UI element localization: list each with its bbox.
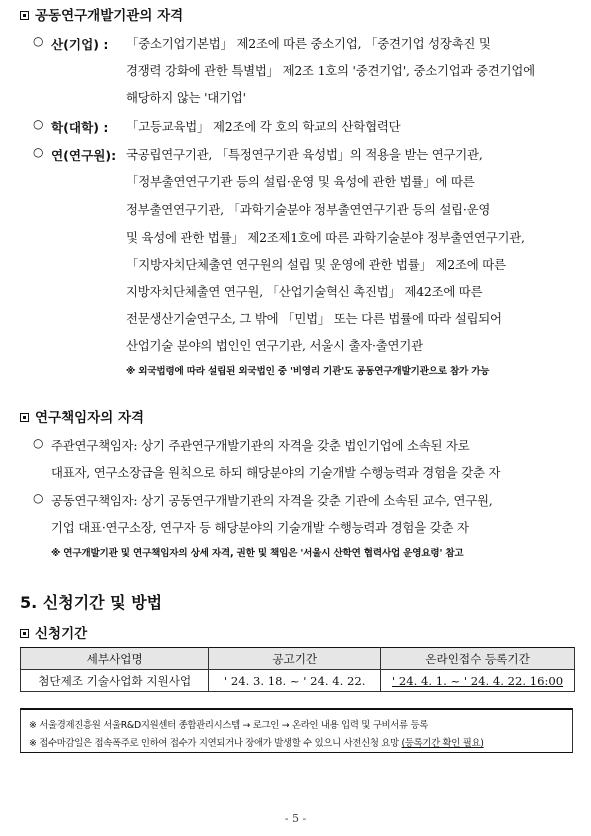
section-heading-joint-institution: 공동연구개발기관의 자격: [20, 4, 183, 24]
table-header-row: [21, 648, 575, 670]
circle-bullet-icon: ○: [33, 145, 44, 159]
notice-emphasis: (등록기간 확인 필요): [401, 738, 484, 749]
schedule-table: [20, 647, 575, 692]
text-line: 국공립연구기관, 「특정연구기관 육성법」의 적용을 받는 연구기관,: [126, 147, 483, 162]
table-row: [21, 670, 575, 692]
text-line: 「고등교육법」 제2조에 각 호의 학교의 산학협력단: [126, 119, 401, 134]
section-heading-application: 5. 신청기간 및 방법: [20, 593, 163, 612]
text-line: 기업 대표·연구소장, 연구자 등 해당분야의 기술개발 수행능력과 경험을 갖춘 자: [51, 520, 469, 535]
item-label-university: 학(대학) :: [51, 120, 109, 135]
page-number: - 5 -: [284, 812, 307, 825]
table-header-cell: 온라인접수 등록기간: [381, 648, 575, 670]
table-cell-program: 첨단제조 기술사업화 지원사업: [21, 670, 209, 692]
text-line: 및 육성에 관한 법률」 제2조제1호에 따른 과학기술분야 정부출연연구기관,: [126, 230, 525, 245]
item-label-industry: 산(기업) :: [51, 37, 109, 52]
table-cell-online-period: ' 24. 4. 1. ~ ' 24. 4. 22. 16:00: [381, 670, 575, 692]
text-line: 「중소기업기본법」 제2조에 따른 중소기업, 「중견기업 성장촉진 및: [126, 36, 491, 51]
circle-bullet-icon: ○: [33, 34, 44, 48]
note-foreign-institution: ※ 외국법령에 따라 설립된 외국법인 중 '비영리 기관'도 공동연구개발기관으로 참가 가능: [126, 366, 490, 377]
text-line: 정부출연연구기관, 「과학기술분야 정부출연연구기관 등의 설립·운영: [126, 202, 491, 217]
text-line: 전문생산기술연구소, 그 밖에 「민법」 또는 다른 법률에 따라 설립되어: [126, 311, 502, 326]
section-heading-researcher: 연구책임자의 자격: [20, 406, 144, 426]
table-header-cell: 공고기간: [209, 648, 381, 670]
checkbox-square-icon: [20, 629, 29, 638]
text-line: 지방자치단체출연 연구원, 「산업기술혁신 촉진법」 제42조에 따른: [126, 284, 483, 299]
text-line: 공동연구책임자: 상기 공동연구개발기관의 자격을 갖춘 기관에 소속된 교수, 연구원,: [51, 493, 493, 508]
text-line: 해당하지 않는 '대기업': [126, 90, 246, 105]
circle-bullet-icon: ○: [33, 491, 44, 505]
table-header-cell: 세부사업명: [21, 648, 209, 670]
notice-line: ※ 서울경제진흥원 서울R&D지원센터 종합관리시스템 → 로그인 → 온라인 내용 입력 및 구비서류 등록: [29, 720, 428, 731]
text-line: 대표자, 연구소장급을 원칙으로 하되 해당분야의 기술개발 수행능력과 경험을 갖춘 자: [51, 465, 501, 480]
checkbox-square-icon: [20, 11, 29, 20]
table-cell-announce-period: ' 24. 3. 18. ~ ' 24. 4. 22.: [209, 670, 381, 692]
text-line: 산업기술 분야의 법인인 연구기관, 서울시 출자·출연기관: [126, 338, 423, 353]
text-line: 경쟁력 강화에 관한 특별법」 제2조 1호의 '중견기업', 중소기업과 중견기업에: [126, 63, 535, 78]
notice-line: ※ 접수마감일은 접속폭주로 인하여 접수가 지연되거나 장애가 발생할 수 있으니 사전신청 요망 (등록기간 확인 필요): [29, 738, 484, 749]
checkbox-square-icon: [20, 413, 29, 422]
subheading-application-period: 신청기간: [20, 622, 87, 642]
circle-bullet-icon: ○: [33, 436, 44, 450]
text-line: 「지방자치단체출연 연구원의 설립 및 운영에 관한 법률」 제2조에 따른: [126, 257, 506, 272]
notice-box: [20, 708, 573, 753]
text-line: 「정부출연연구기관 등의 설립·운영 및 육성에 관한 법률」에 따른: [126, 174, 475, 189]
text-line: 주관연구책임자: 상기 주관연구개발기관의 자격을 갖춘 법인기업에 소속된 자로: [51, 438, 470, 453]
note-researcher-details: ※ 연구개발기관 및 연구책임자의 상세 자격, 권한 및 책임은 '서울시 산학연 협력사업 운영요령' 참고: [51, 548, 464, 559]
item-label-research: 연(연구원):: [51, 148, 117, 163]
circle-bullet-icon: ○: [33, 117, 44, 131]
